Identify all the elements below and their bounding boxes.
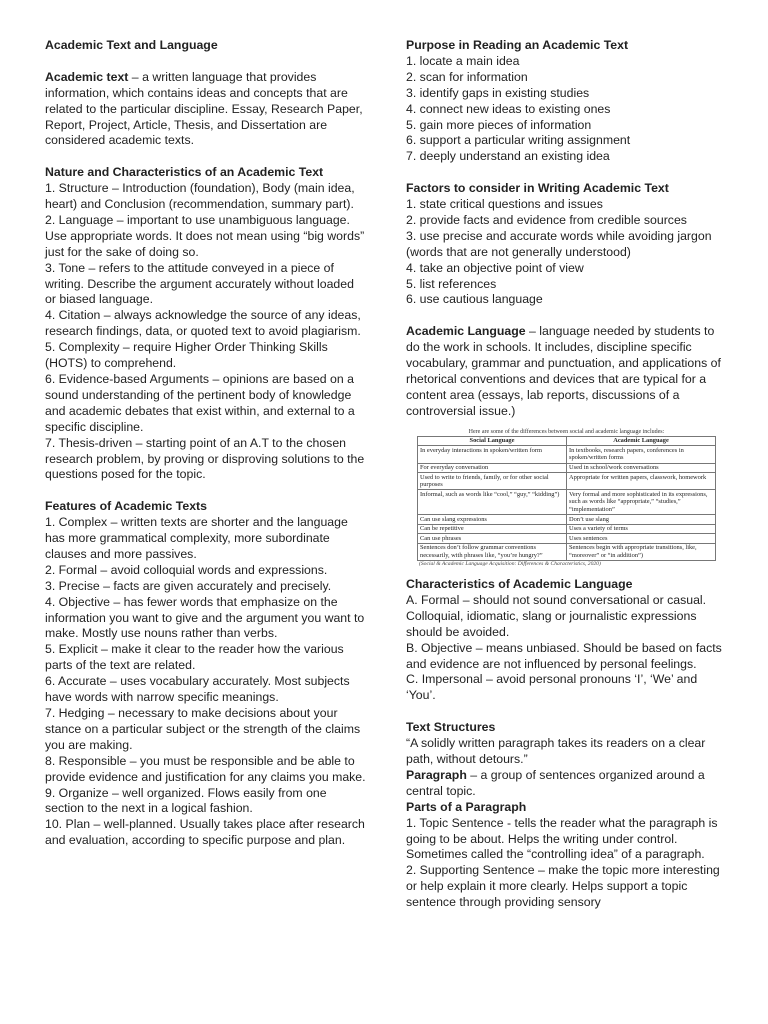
table-caption: Here are some of the differences between social and academic language includes:: [468, 428, 665, 435]
nature-heading: Nature and Characteristics of an Academic Text: [45, 165, 324, 180]
features-item: 2. Formal – avoid colloquial words and expressions.: [45, 562, 328, 577]
characteristics-heading: Characteristics of Academic Language: [406, 577, 633, 592]
features-heading: Features of Academic Texts: [45, 499, 207, 514]
factors-item: 6. use cautious language: [406, 292, 543, 307]
paragraph-quote: “A solidly written paragraph takes its readers on a clear path, without detours.”: [406, 736, 706, 766]
definition-body: – a group of sentences organized around a central topic.: [406, 767, 705, 798]
purpose-item: 6. support a particular writing assignment: [406, 133, 631, 148]
purpose-item: 3. identify gaps in existing studies: [406, 85, 590, 100]
features-item: 4. Objective – has fewer words that emphasize on the information you want to give and the argument you want to make. Mostly use nouns rather than verbs.: [45, 594, 365, 641]
table-header: Academic Language: [567, 436, 716, 446]
nature-item: 3. Tone – refers to the attitude conveyed in a piece of writing. Describe the argument accurately without loaded or biased language.: [45, 260, 354, 307]
table-source: (Social & Academic Language Acquisition: Differences & Characteristics, 2020): [419, 561, 601, 568]
characteristics-item: C. Impersonal – avoid personal pronouns ‘I’, ‘We’ and ‘You’.: [406, 672, 698, 703]
characteristics-item: B. Objective – means unbiased. Should be based on facts and evidence are not influenced by personal feelings.: [406, 640, 722, 671]
spacer: [406, 704, 724, 720]
parts-heading: Parts of a Paragraph: [406, 799, 527, 814]
definition-body: – a written language that provides information, which contains ideas and concepts that are related to the particular discipline. Essay, Research Paper, Report, Project, Article, Thesis, and Dissertation are considered academic texts.: [45, 69, 363, 148]
left-column: [45, 38, 367, 849]
right-column: [406, 38, 724, 911]
nature-item: 1. Structure – Introduction (foundation), Body (main idea, heart) and Conclusion (recommendation, summary part).: [45, 181, 355, 212]
table-cell: Appropriate for written papers, classwork, homework: [567, 473, 716, 490]
table-cell: For everyday conversation: [418, 463, 567, 473]
document-title: Academic Text and Language: [45, 38, 218, 52]
spacer: [406, 165, 724, 181]
features-item: 1. Complex – written texts are shorter and the language has more grammatical complexity, more subordinate clauses and more passives.: [45, 515, 348, 561]
nature-item: 7. Thesis-driven – starting point of an A.T to the chosen research problem, by proving or disproving solutions to the questions posed for the topic.: [45, 435, 365, 482]
nature-item: 6. Evidence-based Arguments – opinions are based on a sound understanding of the pertinent body of knowledge and academic debates that exist within, and external to a specific discipline.: [45, 372, 355, 434]
table-row: [418, 524, 716, 534]
table-header: Social Language: [418, 436, 567, 446]
table-cell: Can use slang expressions: [418, 515, 567, 525]
factors-item: 2. provide facts and evidence from credible sources: [406, 212, 687, 227]
features-item: 7. Hedging – necessary to make decisions about your stance on a particular subject or the strength of the claims you are making.: [45, 706, 361, 752]
language-comparison-figure: [406, 428, 716, 568]
table-row: [418, 515, 716, 525]
table-row: [418, 490, 716, 515]
purpose-item: 2. scan for information: [406, 69, 528, 84]
table-cell: Can use phrases: [418, 534, 567, 544]
purpose-heading: Purpose in Reading an Academic Text: [406, 38, 629, 52]
characteristics-item: A. Formal – should not sound conversational or casual. Colloquial, idiomatic, slang or journalistic expressions should be avoided.: [406, 592, 707, 639]
spacer: [45, 54, 367, 70]
factors-item: 1. state critical questions and issues: [406, 197, 603, 212]
table-cell: Uses a variety of terms: [567, 524, 716, 534]
text-structures-heading: Text Structures: [406, 720, 496, 735]
factors-item: 3. use precise and accurate words while avoiding jargon (words that are not generally understood): [406, 228, 712, 259]
table-row: [418, 543, 716, 560]
table-cell: Can be repetitive: [418, 524, 567, 534]
table-cell: Very formal and more sophisticated in its expressions, such as words like “appropriate,” “studies,” “implementation”: [567, 490, 716, 515]
purpose-item: 5. gain more pieces of information: [406, 117, 592, 132]
table-cell: Used in school/work conversations: [567, 463, 716, 473]
purpose-item: 7. deeply understand an existing idea: [406, 149, 610, 164]
purpose-item: 1. locate a main idea: [406, 53, 520, 68]
factors-item: 4. take an objective point of view: [406, 260, 584, 275]
parts-item: 1. Topic Sentence - tells the reader what the paragraph is going to be about. Helps the writing under control. Sometimes called the “controlling idea” of a paragraph.: [406, 815, 718, 862]
table-cell: Informal, such as words like “cool,” “guy,” “kidding”): [418, 490, 567, 515]
factors-item: 5. list references: [406, 276, 497, 291]
nature-item: 5. Complexity – require Higher Order Thinking Skills (HOTS) to comprehend.: [45, 340, 328, 371]
parts-item: 2. Supporting Sentence – make the topic more interesting or help explain it more clearly. Helps support a topic sentence through providing sensory: [406, 863, 720, 910]
features-item: 5. Explicit – make it clear to the reader how the various parts of the text are related.: [45, 642, 344, 673]
features-item: 9. Organize – well organized. Flows easily from one section to the next in a logical fashion.: [45, 785, 327, 816]
features-item: 10. Plan – well-planned. Usually takes place after research and evaluation, according to specific purpose and plan.: [45, 817, 365, 848]
factors-heading: Factors to consider in Writing Academic Text: [406, 181, 669, 196]
table-header-row: [418, 436, 716, 446]
table-row: [418, 473, 716, 490]
purpose-item: 4. connect new ideas to existing ones: [406, 101, 611, 116]
language-comparison-table: [417, 436, 716, 561]
nature-item: 2. Language – important to use unambiguous language. Use appropriate words. It does not mean using “big words” just for the sake of doing so.: [45, 212, 365, 259]
table-cell: Uses sentences: [567, 534, 716, 544]
definition-body: – language needed by students to do the work in schools. It includes, discipline specific vocabulary, grammar and punctuation, and applications of rhetorical conventions and devices that are typical for a content area (essays, lab reports, discussions of a controversial issue.): [406, 324, 721, 418]
definition-term: Academic Language: [406, 324, 526, 339]
table-cell: Sentences don’t follow grammar conventions necessarily, with phrases like, “you’re hungry?”: [418, 543, 567, 560]
nature-item: 4. Citation – always acknowledge the source of any ideas, research findings, data, or quoted text to avoid plagiarism.: [45, 308, 361, 339]
table-row: [418, 446, 716, 463]
table-row: [418, 534, 716, 544]
table-cell: In textbooks, research papers, conferences in spoken/written forms: [567, 446, 716, 463]
features-item: 8. Responsible – you must be responsible and be able to provide evidence and justification for any claims you make.: [45, 753, 366, 784]
features-item: 3. Precise – facts are given accurately and precisely.: [45, 578, 332, 593]
table-cell: Don’t use slang: [567, 515, 716, 525]
table-cell: In everyday interactions in spoken/written form: [418, 446, 567, 463]
table-cell: Sentences begin with appropriate transitions, like, “moreover” or “in addition”): [567, 543, 716, 560]
table-row: [418, 463, 716, 473]
definition-term: Academic text: [45, 69, 129, 84]
paragraph-definition: [406, 768, 724, 800]
spacer: [45, 149, 367, 165]
features-item: 6. Accurate – uses vocabulary accurately. Most subjects have words with narrow specific meanings.: [45, 674, 350, 705]
academic-language-definition: [406, 324, 724, 419]
definition-term: Paragraph: [406, 767, 467, 782]
spacer: [406, 308, 724, 324]
spacer: [45, 483, 367, 499]
table-cell: Used to write to friends, family, or for other social purposes: [418, 473, 567, 490]
academic-text-definition: [45, 70, 367, 150]
